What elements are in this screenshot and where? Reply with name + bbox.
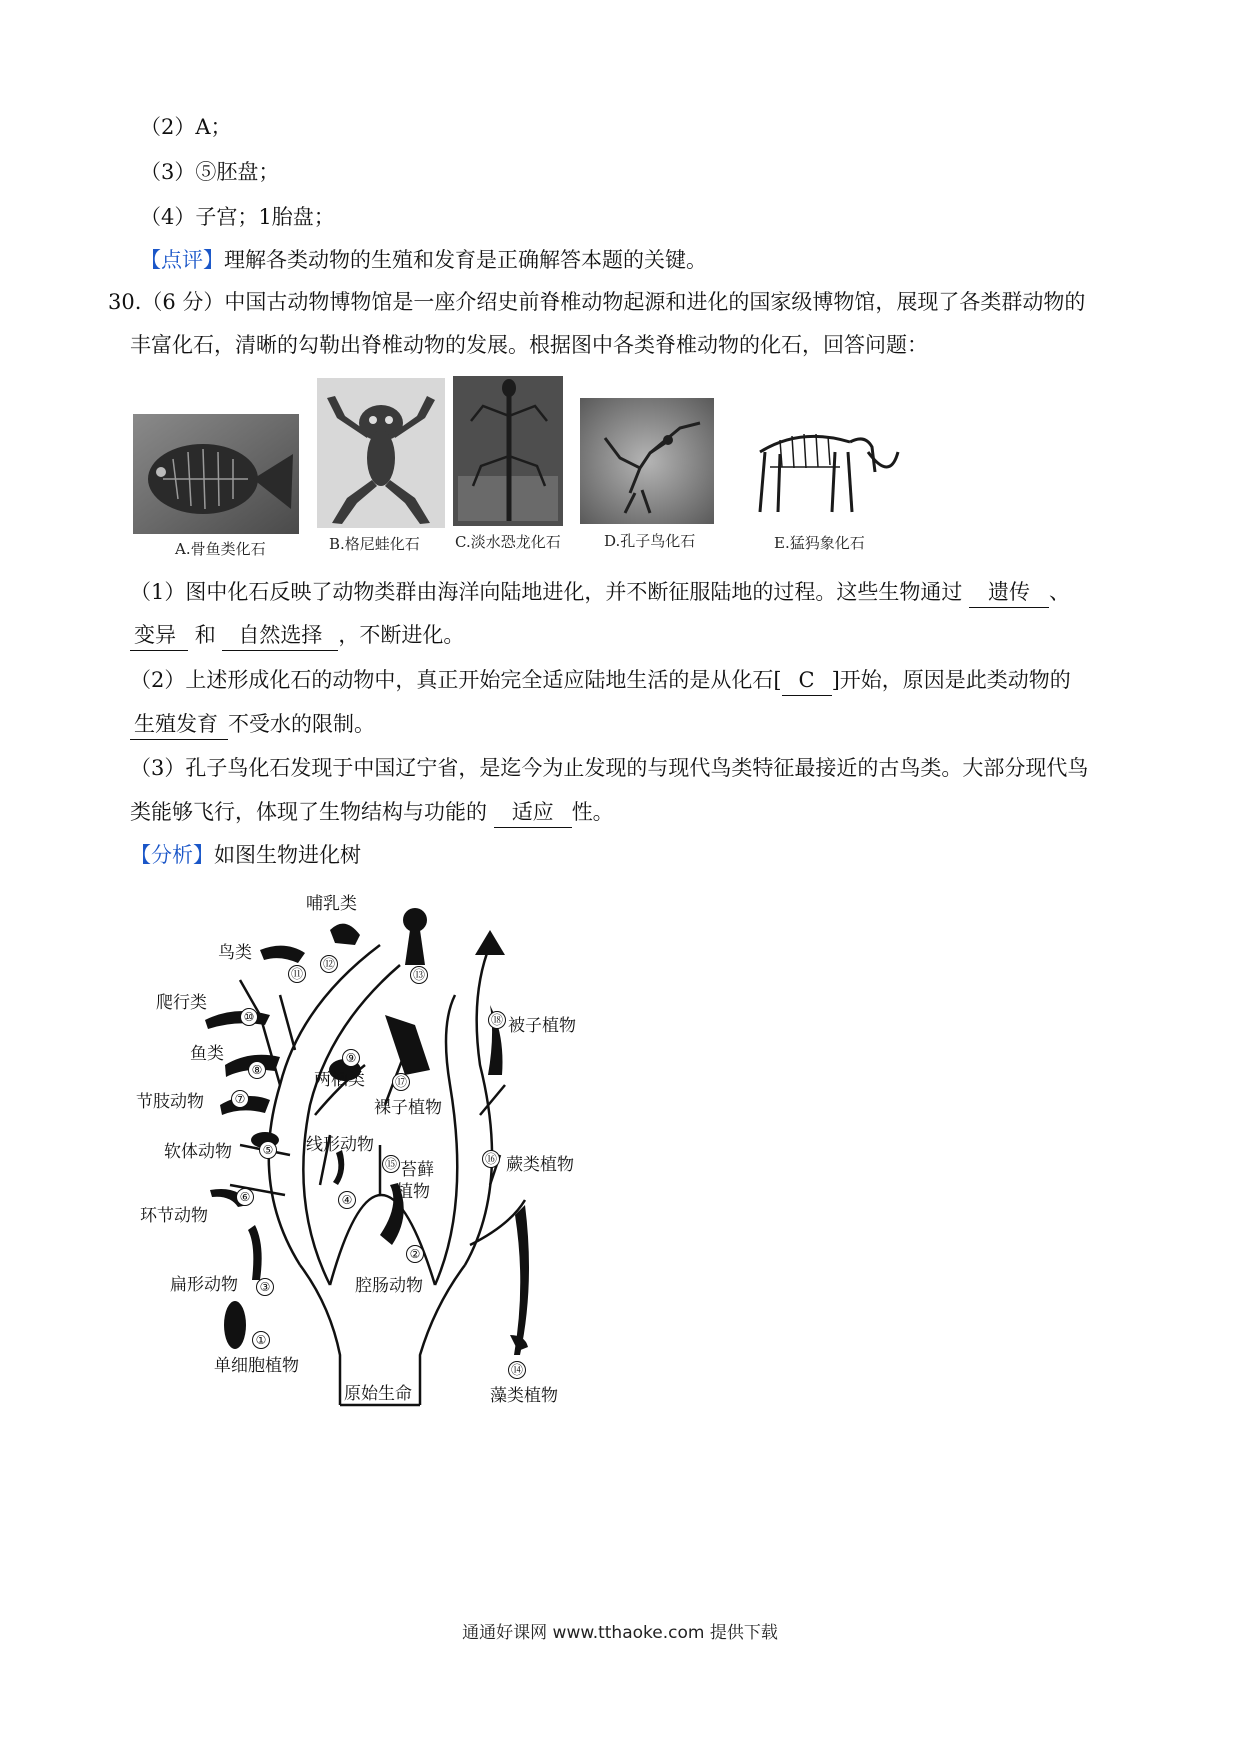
marker-11: ⑪: [288, 965, 306, 983]
label-fish: 鱼类: [190, 1044, 224, 1064]
q30-1-end: ，不断进化。: [338, 623, 465, 647]
q30-2-blank-reproduction: 生殖发育: [130, 709, 228, 740]
mammoth-fossil-image: [740, 412, 900, 522]
label-coelenterate: 腔肠动物: [355, 1276, 423, 1296]
comment-line: [140, 245, 707, 275]
marker-16: ⑯: [482, 1150, 500, 1168]
label-arthropod: 节肢动物: [136, 1092, 204, 1112]
analysis-text: 如图生物进化树: [214, 843, 361, 867]
marker-1: ①: [252, 1331, 270, 1349]
q30-1-blank-heredity: 遗传: [969, 577, 1049, 608]
fossil-e: [740, 412, 900, 564]
fossil-b-caption: B.格尼蛙化石: [329, 535, 420, 553]
q30-2-end: 不受水的限制。: [228, 712, 375, 736]
marker-14: ⑭: [508, 1361, 526, 1379]
comment-tag: 【点评】: [140, 248, 224, 272]
marker-15: ⑮: [382, 1155, 400, 1173]
marker-10: ⑩: [240, 1008, 258, 1026]
label-bird: 鸟类: [218, 943, 252, 963]
q30-3-line1: （3）孔子鸟化石发现于中国辽宁省，是迄今为止发现的与现代鸟类特征最接近的古鸟类。大部分现代鸟: [130, 756, 1089, 780]
label-moss-b: 植物: [396, 1182, 430, 1202]
marker-4: ④: [338, 1191, 356, 1209]
label-algae: 藻类植物: [490, 1386, 558, 1406]
dinosaur-fossil-image: [453, 376, 563, 526]
q30-1-blank-selection: 自然选择: [222, 620, 338, 651]
fossil-b: [317, 378, 445, 564]
label-unicell: 单细胞植物: [214, 1356, 299, 1376]
q30-2-text: （2）上述形成化石的动物中，真正开始完全适应陆地生活的是从化石[: [130, 668, 782, 692]
label-origin: 原始生命: [344, 1384, 412, 1404]
analysis-tag: 【分析】: [130, 843, 214, 867]
marker-12: ⑫: [320, 955, 338, 973]
q30-3-end: 性。: [571, 800, 614, 824]
label-mollusc: 软体动物: [164, 1142, 232, 1162]
analysis-line: [130, 840, 361, 870]
q30-3-text: 类能够飞行，体现了生物结构与功能的: [130, 800, 487, 824]
page-footer: 通通好课网 www.tthaoke.com 提供下载: [462, 1623, 778, 1643]
fossil-d: [580, 398, 714, 564]
q30-3-blank-adaptation: 适应: [494, 797, 572, 828]
marker-6: ⑥: [236, 1188, 254, 1206]
label-moss-a: 苔藓: [400, 1160, 434, 1180]
label-flatworm: 扁形动物: [170, 1275, 238, 1295]
marker-7: ⑦: [231, 1090, 249, 1108]
q30-2-blank-fossil: C: [782, 665, 832, 696]
marker-13: ⑬: [410, 966, 428, 984]
comment-text: 理解各类动物的生殖和发育是正确解答本题的关键。: [224, 248, 707, 272]
fossil-a-caption: A.骨鱼类化石: [175, 540, 266, 558]
marker-2: ②: [406, 1245, 424, 1263]
fossil-c-caption: C.淡水恐龙化石: [455, 533, 561, 551]
label-angiosperm: 被子植物: [508, 1016, 576, 1036]
fossil-d-caption: D.孔子鸟化石: [604, 532, 696, 550]
q30-2-line2: [130, 709, 375, 740]
answer-2: （2）A；: [140, 115, 232, 139]
q30-3-line2: [130, 797, 614, 828]
marker-18: ⑱: [488, 1011, 506, 1029]
fossil-c: [453, 376, 563, 564]
q30-1-line2: [130, 620, 464, 651]
marker-3: ③: [256, 1278, 274, 1296]
evolution-tree: [130, 885, 600, 1415]
label-gymnosperm: 裸子植物: [374, 1098, 442, 1118]
answer-3: （3）⑤胚盘；: [140, 160, 280, 184]
fish-fossil-image: [133, 414, 299, 534]
marker-8: ⑧: [248, 1061, 266, 1079]
q30-stem-line1: 30.（6 分）中国古动物博物馆是一座介绍史前脊椎动物起源和进化的国家级博物馆，展现了各类群动物的: [108, 290, 1086, 314]
q30-stem-line2: 丰富化石，清晰的勾勒出脊椎动物的发展。根据图中各类脊椎动物的化石，回答问题：: [130, 333, 928, 357]
fossil-a: [133, 414, 299, 564]
marker-5: ⑤: [259, 1141, 277, 1159]
bird-fossil-image: [580, 398, 714, 524]
marker-9: ⑨: [342, 1049, 360, 1067]
label-nematode: 线形动物: [306, 1135, 374, 1155]
q30-1-and: 和: [194, 623, 216, 647]
marker-17: ⑰: [392, 1073, 410, 1091]
q30-2-text2: ]开始，原因是此类动物的: [831, 668, 1071, 692]
label-reptile: 爬行类: [156, 993, 207, 1013]
label-mammal: 哺乳类: [306, 894, 357, 914]
q30-2-line1: [130, 665, 1071, 696]
label-annelid: 环节动物: [140, 1206, 208, 1226]
fossil-e-caption: E.猛犸象化石: [774, 534, 865, 552]
frog-fossil-image: [317, 378, 445, 528]
q30-1-separator: 、: [1049, 580, 1071, 604]
q30-1-blank-variation: 变异: [130, 620, 188, 651]
q30-1-line1: [130, 577, 1070, 608]
answer-4: （4）子宫；1胎盘；: [140, 205, 335, 229]
q30-1-text: （1）图中化石反映了动物类群由海洋向陆地进化，并不断征服陆地的过程。这些生物通过: [130, 580, 963, 604]
label-fern: 蕨类植物: [506, 1155, 574, 1175]
label-amphibian: 两栖类: [314, 1070, 365, 1090]
